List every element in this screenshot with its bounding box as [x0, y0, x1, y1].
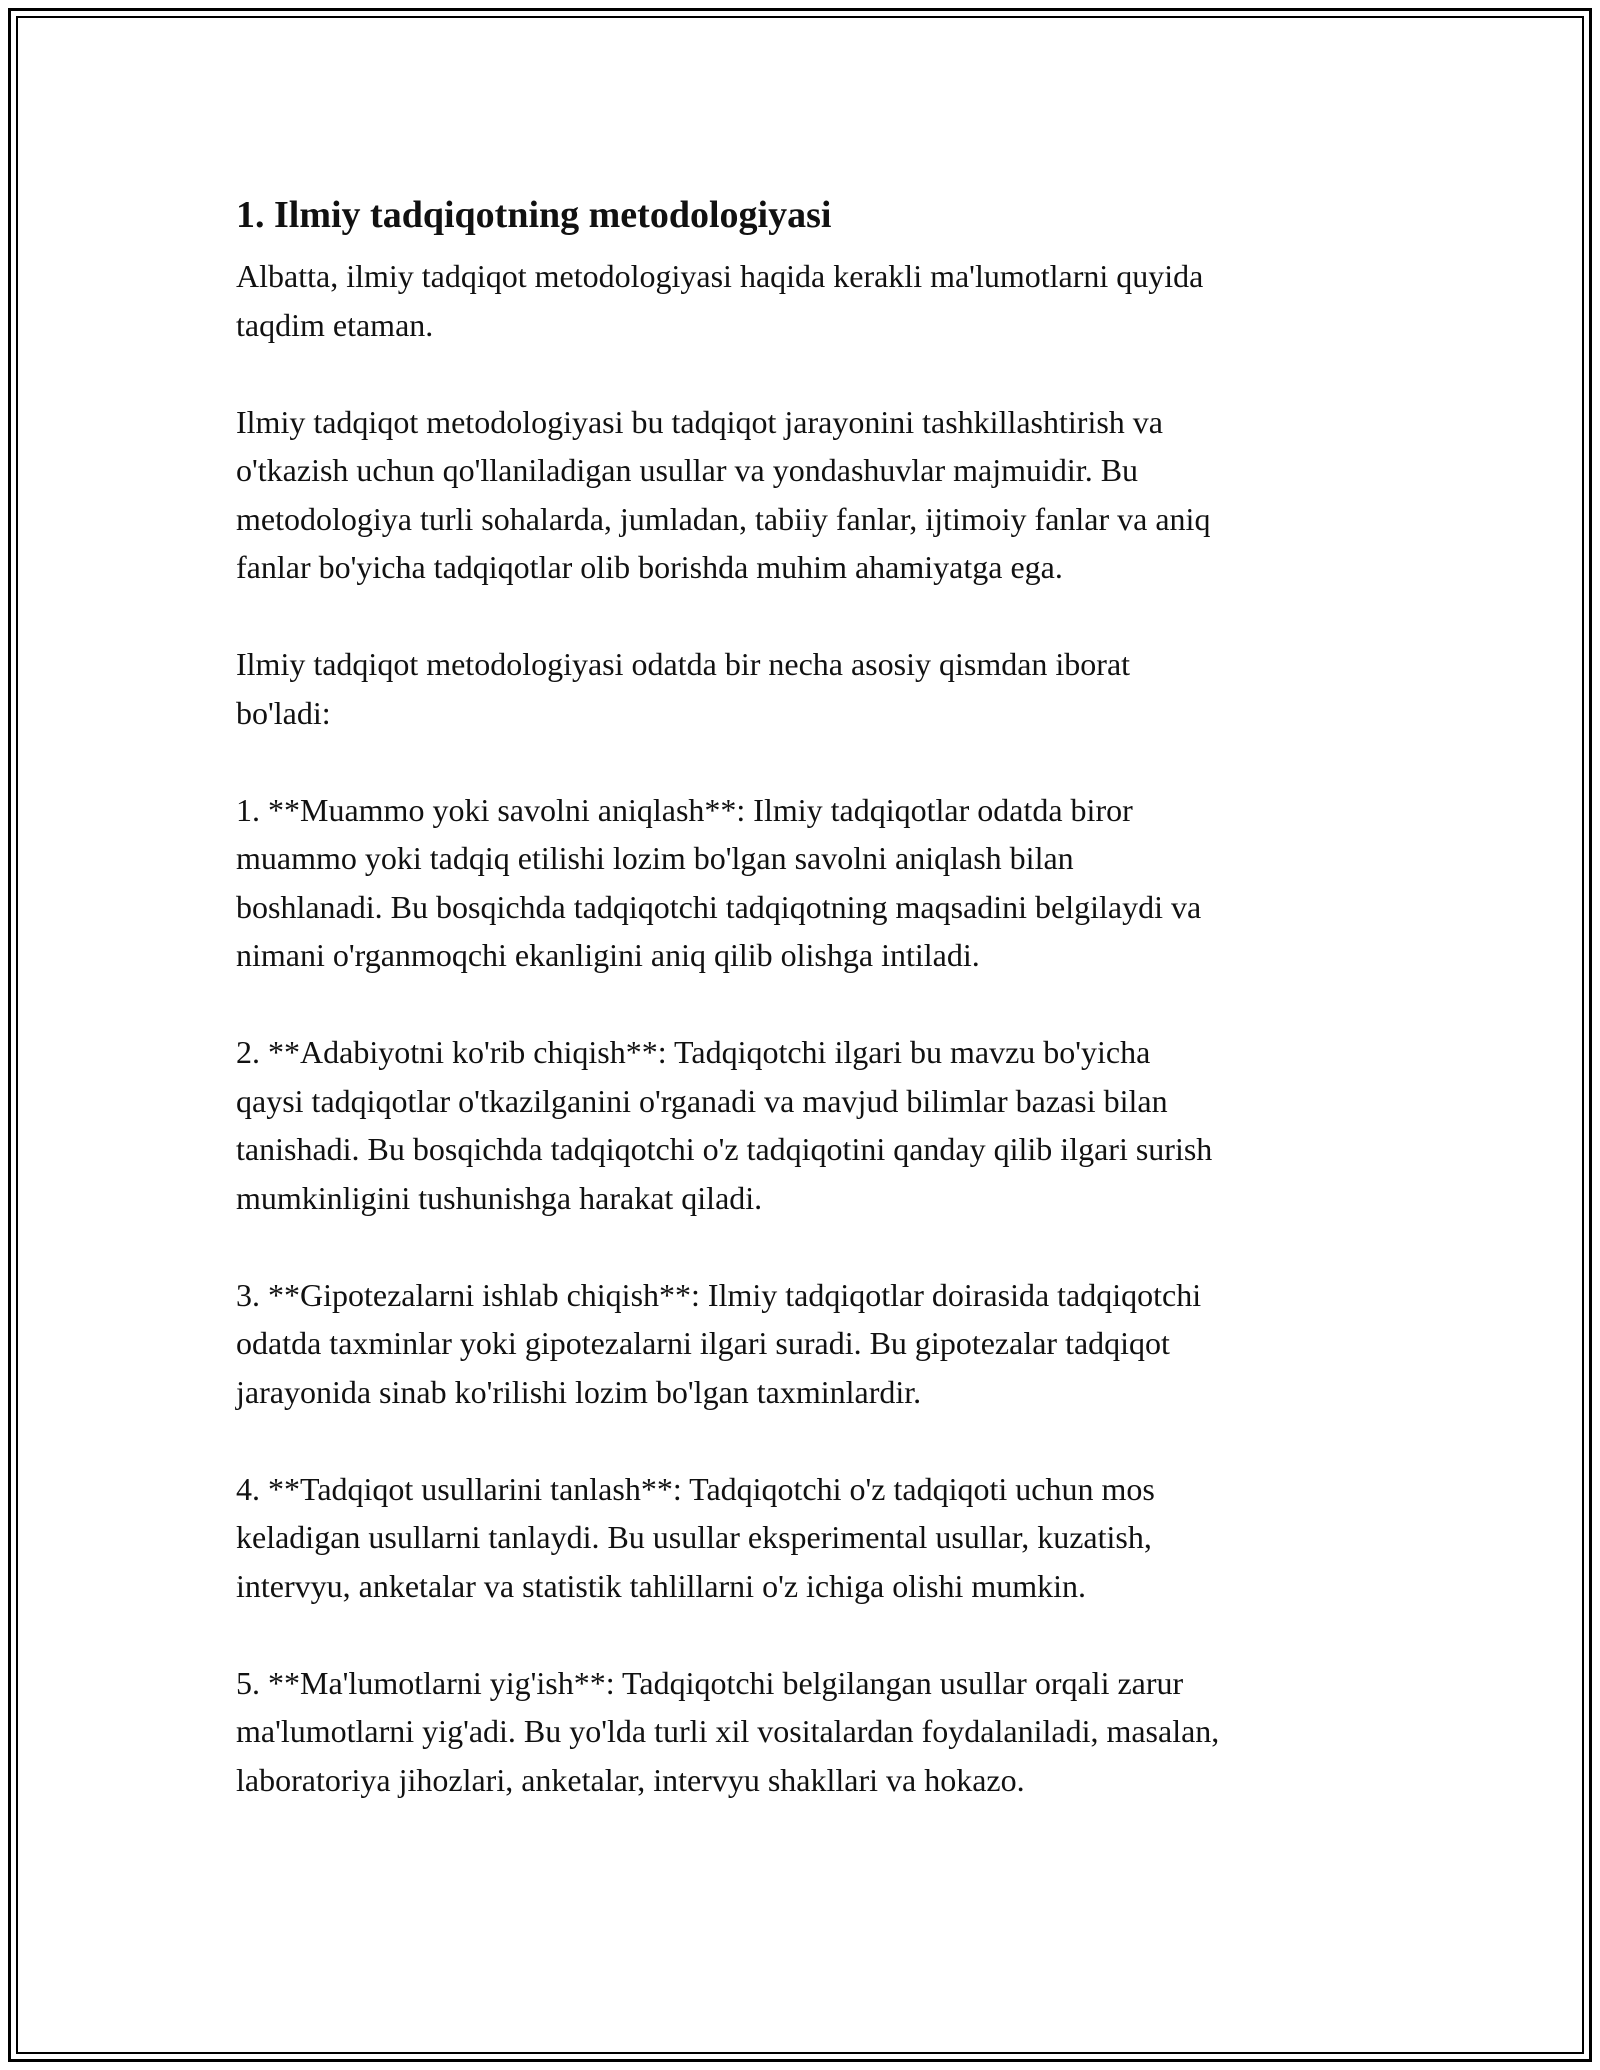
list-item-1: 1. **Muammo yoki savolni aniqlash**: Ilmiy tadqiqotlar odatda biror muammo yoki tadqiq etilishi lozim bo'lgan savolni aniqlash bilan boshlanadi. Bu bosqichda tadqiqotchi tadqiqotning maqsadini belgilaydi va nimani o'rganmoqchi ekanligini aniq qilib olishga intiladi.: [236, 791, 1202, 973]
list-item-2: 2. **Adabiyotni ko'rib chiqish**: Tadqiqotchi ilgari bu mavzu bo'yicha qaysi tadqiqotlar o'tkazilganini o'rganadi va mavjud bilimlar bazasi bilan tanishadi. Bu bosqichda tadqiqotchi o'z tadqiqotini qanday qilib ilgari surish mumkinligini tushunishga harakat qiladi.: [236, 1034, 1213, 1216]
paragraph-intro: Albatta, ilmiy tadqiqot metodologiyasi haqida kerakli ma'lumotlarni quyida taqdim etaman.: [236, 258, 1204, 343]
list-item-4: 4. **Tadqiqot usullarini tanlash**: Tadqiqotchi o'z tadqiqoti uchun mos keladigan usullarni tanlaydi. Bu usullar eksperimental usullar, kuzatish, intervyu, anketalar va statistik tahlillarni o'z ichiga olishi mumkin.: [236, 1470, 1155, 1604]
paragraph-definition: Ilmiy tadqiqot metodologiyasi bu tadqiqot jarayonini tashkillashtirish va o'tkazish uchun qo'llaniladigan usullar va yondashuvlar majmuidir. Bu metodologiya turli sohalarda, jumladan, tabiiy fanlar, ijtimoiy fanlar va aniq fanlar bo'yicha tadqiqotlar olib borishda muhim ahamiyatga ega.: [236, 403, 1211, 585]
list-item-3: 3. **Gipotezalarni ishlab chiqish**: Ilmiy tadqiqotlar doirasida tadqiqotchi odatda taxminlar yoki gipotezalarni ilgari suradi. Bu gipotezalar tadqiqot jarayonida sinab ko'rilishi lozim bo'lgan taxminlardir.: [236, 1276, 1202, 1410]
list-item-5: 5. **Ma'lumotlarni yig'ish**: Tadqiqotchi belgilangan usullar orqali zarur ma'lumotlarni yig'adi. Bu yo'lda turli xil vositalardan foydalaniladi, masalan, laboratoriya jihozlari, anketalar, intervyu shakllari va hokazo.: [236, 1664, 1220, 1798]
paragraph-parts-lead: Ilmiy tadqiqot metodologiyasi odatda bir necha asosiy qismdan iborat bo'ladi:: [236, 646, 1131, 731]
document-title: 1. Ilmiy tadqiqotning metodologiyasi: [236, 194, 832, 236]
document-body: [236, 190, 1376, 1853]
